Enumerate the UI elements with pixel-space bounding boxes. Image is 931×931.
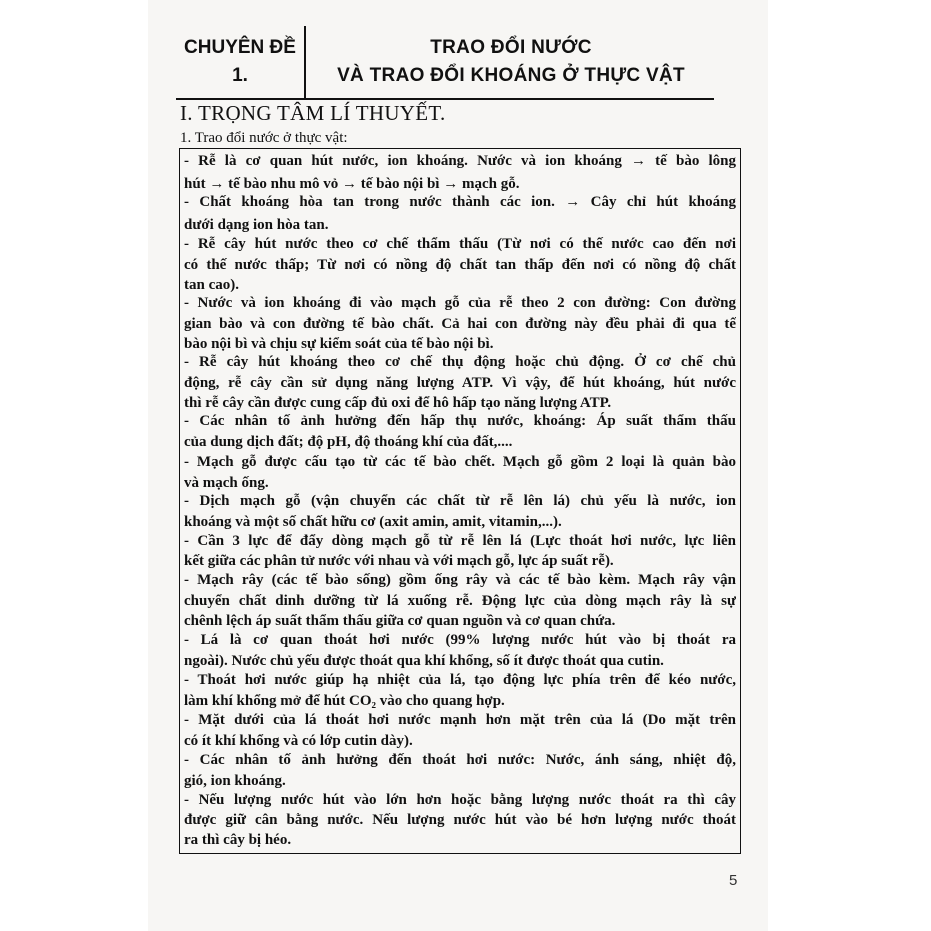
content-line: - Mặt dưới của lá thoát hơi nước mạnh hơn mặt trên của lá (Do mặt trên	[184, 712, 736, 728]
content-line: có thế nước thấp; Từ nơi có nồng độ chất tan thấp đến nơi có nồng độ chất	[184, 257, 736, 273]
content-line: gian bào và con đường tế bào chất. Cả hai con đường này đều phải đi qua tế	[184, 316, 736, 332]
topic-label	[176, 26, 306, 98]
content-line: - Mạch rây (các tế bào sống) gồm ống rây và các tế bào kèm. Mạch rây vận	[184, 572, 736, 588]
content-line: - Rễ cây hút nước theo cơ chế thẩm thấu (Từ nơi có thế nước cao đến nơi	[184, 236, 736, 252]
content-line: - Cần 3 lực để đẩy dòng mạch gỗ từ rễ lên lá (Lực thoát hơi nước, lực liên	[184, 533, 736, 549]
content-line: - Rễ là cơ quan hút nước, ion khoáng. Nước và ion khoáng → tế bào lông	[184, 153, 736, 169]
content-line: và mạch ống.	[184, 475, 269, 491]
content-line: hút → tế bào nhu mô vỏ → tế bào nội bì → mạch gỗ.	[184, 176, 520, 192]
content-line: - Mạch gỗ được cấu tạo từ các tế bào chết. Mạch gỗ gồm 2 loại là quản bào	[184, 454, 736, 470]
section-title: I. TRỌNG TÂM LÍ THUYẾT.	[180, 101, 446, 125]
content-line: chênh lệch áp suất thẩm thấu giữa cơ quan nguồn và cơ quan chứa.	[184, 613, 616, 629]
content-line: - Nếu lượng nước hút vào lớn hơn hoặc bằng lượng nước thoát ra thì cây	[184, 792, 736, 808]
content-line: động, rễ cây cần sử dụng năng lượng ATP. Vì vậy, để hút khoáng, hút nước	[184, 375, 736, 391]
content-line: của dung dịch đất; độ pH, độ thoáng khí của đất,....	[184, 434, 513, 450]
chapter-title-line2: VÀ TRAO ĐỔI KHOÁNG Ở THỰC VẬT	[337, 65, 685, 86]
content-line: - Thoát hơi nước giúp hạ nhiệt của lá, tạo động lực phía trên để kéo nước,	[184, 672, 736, 688]
content-line: - Các nhân tố ảnh hưởng đến hấp thụ nước, khoáng: Áp suất thẩm thấu	[184, 413, 736, 429]
content-line: được giữ cân bằng nước. Nếu lượng nước hút vào bé hơn lượng nước thoát	[184, 812, 736, 828]
page-number: 5	[729, 872, 738, 889]
topic-label-line2: 1.	[232, 65, 248, 86]
content-line: - Dịch mạch gỗ (vận chuyển các chất từ rễ lên lá) chủ yếu là nước, ion	[184, 493, 736, 509]
content-line: khoáng và một số chất hữu cơ (axit amin, amit, vitamin,...).	[184, 514, 562, 530]
content-line: ra thì cây bị héo.	[184, 832, 292, 848]
content-line: thì rễ cây cần được cung cấp đủ oxi để hô hấp tạo năng lượng ATP.	[184, 395, 612, 411]
content-line: dưới dạng ion hòa tan.	[184, 217, 329, 233]
content-line: - Lá là cơ quan thoát hơi nước (99% lượng nước hút vào bị thoát ra	[184, 632, 736, 648]
topic-label-line1: CHUYÊN ĐỀ	[184, 37, 296, 58]
chapter-title	[308, 26, 714, 98]
content-line: gió, ion khoáng.	[184, 773, 286, 789]
section-subtitle: 1. Trao đổi nước ở thực vật:	[180, 130, 348, 146]
content-line: có ít khí khổng và có lớp cutin dày).	[184, 733, 413, 749]
content-line: kết giữa các phân tử nước với nhau và với mạch gỗ, lực áp suất rễ).	[184, 553, 614, 569]
content-line: - Rễ cây hút khoáng theo cơ chế thụ động hoặc chủ động. Ở cơ chế chủ	[184, 354, 736, 370]
chapter-title-line1: TRAO ĐỔI NƯỚC	[430, 37, 592, 58]
content-line: bào nội bì và chịu sự kiểm soát của tế bào nội bì.	[184, 336, 494, 352]
content-line: ngoài). Nước chủ yếu được thoát qua khí khổng, số ít được thoát qua cutin.	[184, 653, 664, 669]
chapter-header	[176, 26, 714, 100]
content-line: - Chất khoáng hòa tan trong nước thành các ion. → Cây chỉ hút khoáng	[184, 194, 736, 210]
content-line: tan cao).	[184, 277, 239, 293]
content-line: - Nước và ion khoáng đi vào mạch gỗ của rễ theo 2 con đường: Con đường	[184, 295, 736, 311]
content-line: làm khí khổng mở để hút CO₂ vào cho quang hợp.	[184, 693, 505, 709]
content-line: chuyển chất dinh dưỡng từ lá xuống rễ. Động lực của dòng mạch rây là sự	[184, 593, 736, 609]
content-line: - Các nhân tố ảnh hưởng đến thoát hơi nước: Nước, ánh sáng, nhiệt độ,	[184, 752, 736, 768]
